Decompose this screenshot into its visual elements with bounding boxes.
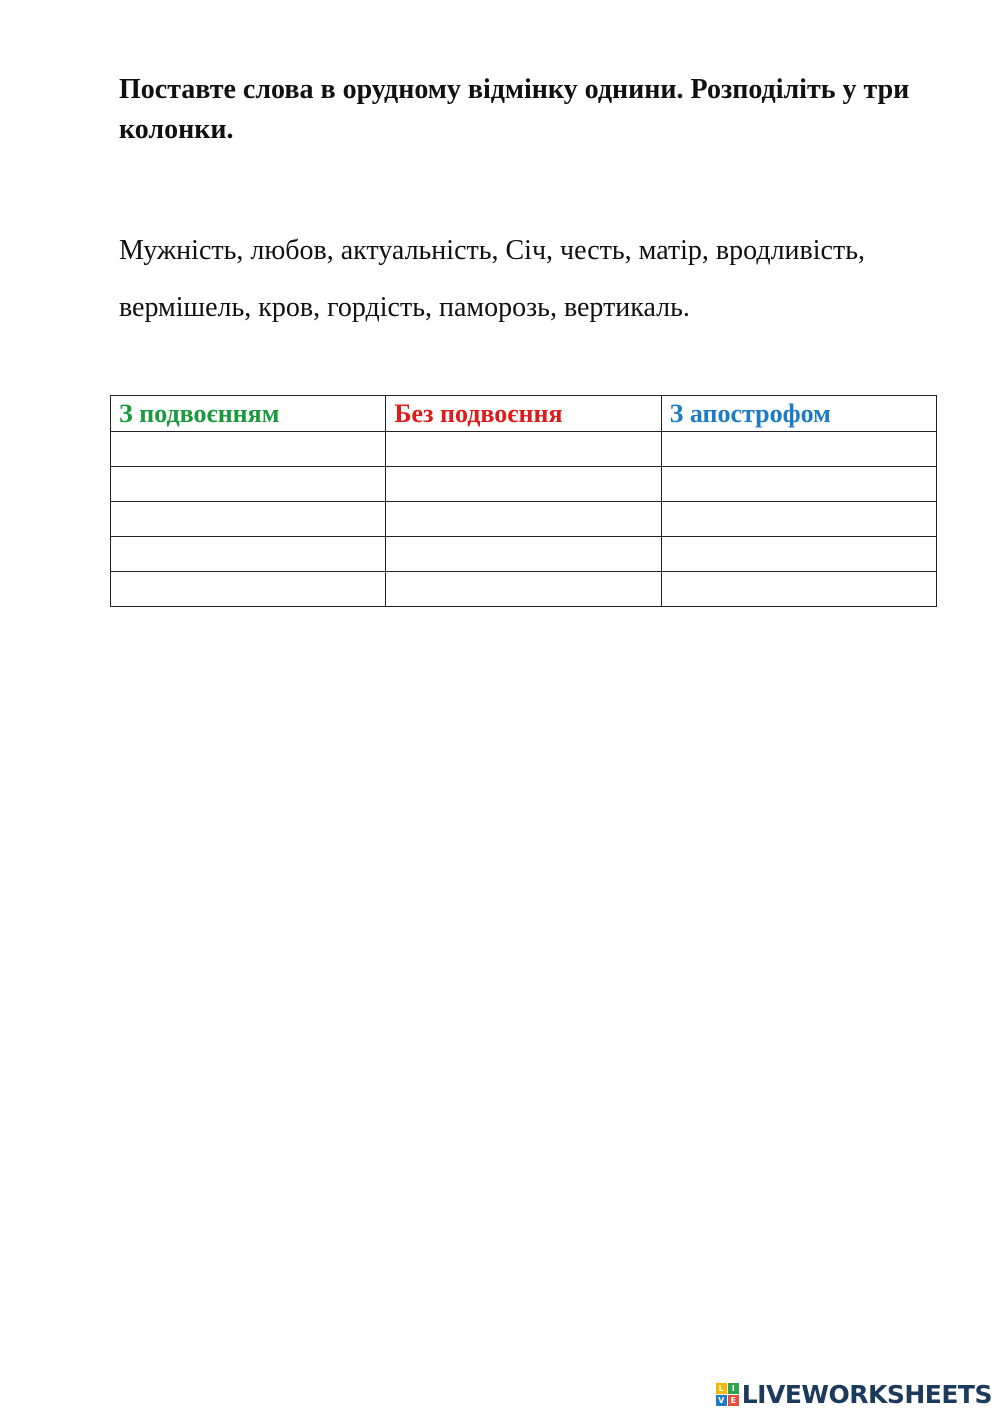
logo-mark-cell: I (728, 1383, 739, 1394)
header-apostrophe: З апострофом (661, 396, 936, 432)
table-row (111, 537, 937, 572)
logo-text: LIVEWORKSHEETS (741, 1379, 992, 1409)
word-list (119, 222, 949, 336)
instruction-text: Поставте слова в орудному відмінку однини. Розподіліть у три колонки. (119, 74, 910, 145)
liveworksheets-logo (716, 1379, 992, 1409)
header-doubling: З подвоєнням (111, 396, 386, 432)
logo-mark-icon (716, 1383, 739, 1406)
answer-cell-apostrophe[interactable] (661, 467, 936, 502)
answer-cell-doubling[interactable] (111, 432, 386, 467)
table-row (111, 432, 937, 467)
table-header-row (111, 396, 937, 432)
logo-mark-cell: L (716, 1383, 727, 1394)
answer-cell-no-doubling[interactable] (386, 502, 661, 537)
answer-cell-apostrophe[interactable] (661, 502, 936, 537)
table-row (111, 502, 937, 537)
table-row (111, 467, 937, 502)
header-no-doubling: Без подвоєння (386, 396, 661, 432)
word-list-line-2: вермішель, кров, гордість, паморозь, вертикаль. (119, 292, 690, 323)
logo-mark-cell: V (716, 1395, 727, 1406)
answer-cell-apostrophe[interactable] (661, 572, 936, 607)
answer-cell-no-doubling[interactable] (386, 432, 661, 467)
logo-mark-cell: E (728, 1395, 739, 1406)
sorting-table (110, 395, 937, 607)
answer-rows (111, 432, 937, 607)
answer-cell-doubling[interactable] (111, 572, 386, 607)
table-row (111, 572, 937, 607)
answer-cell-apostrophe[interactable] (661, 432, 936, 467)
word-list-line-1: Мужність, любов, актуальність, Січ, честь, матір, вродливість, (119, 235, 865, 266)
answer-cell-doubling[interactable] (111, 502, 386, 537)
answer-cell-no-doubling[interactable] (386, 572, 661, 607)
answer-cell-no-doubling[interactable] (386, 537, 661, 572)
answer-cell-no-doubling[interactable] (386, 467, 661, 502)
answer-cell-doubling[interactable] (111, 467, 386, 502)
answer-cell-doubling[interactable] (111, 537, 386, 572)
answer-cell-apostrophe[interactable] (661, 537, 936, 572)
